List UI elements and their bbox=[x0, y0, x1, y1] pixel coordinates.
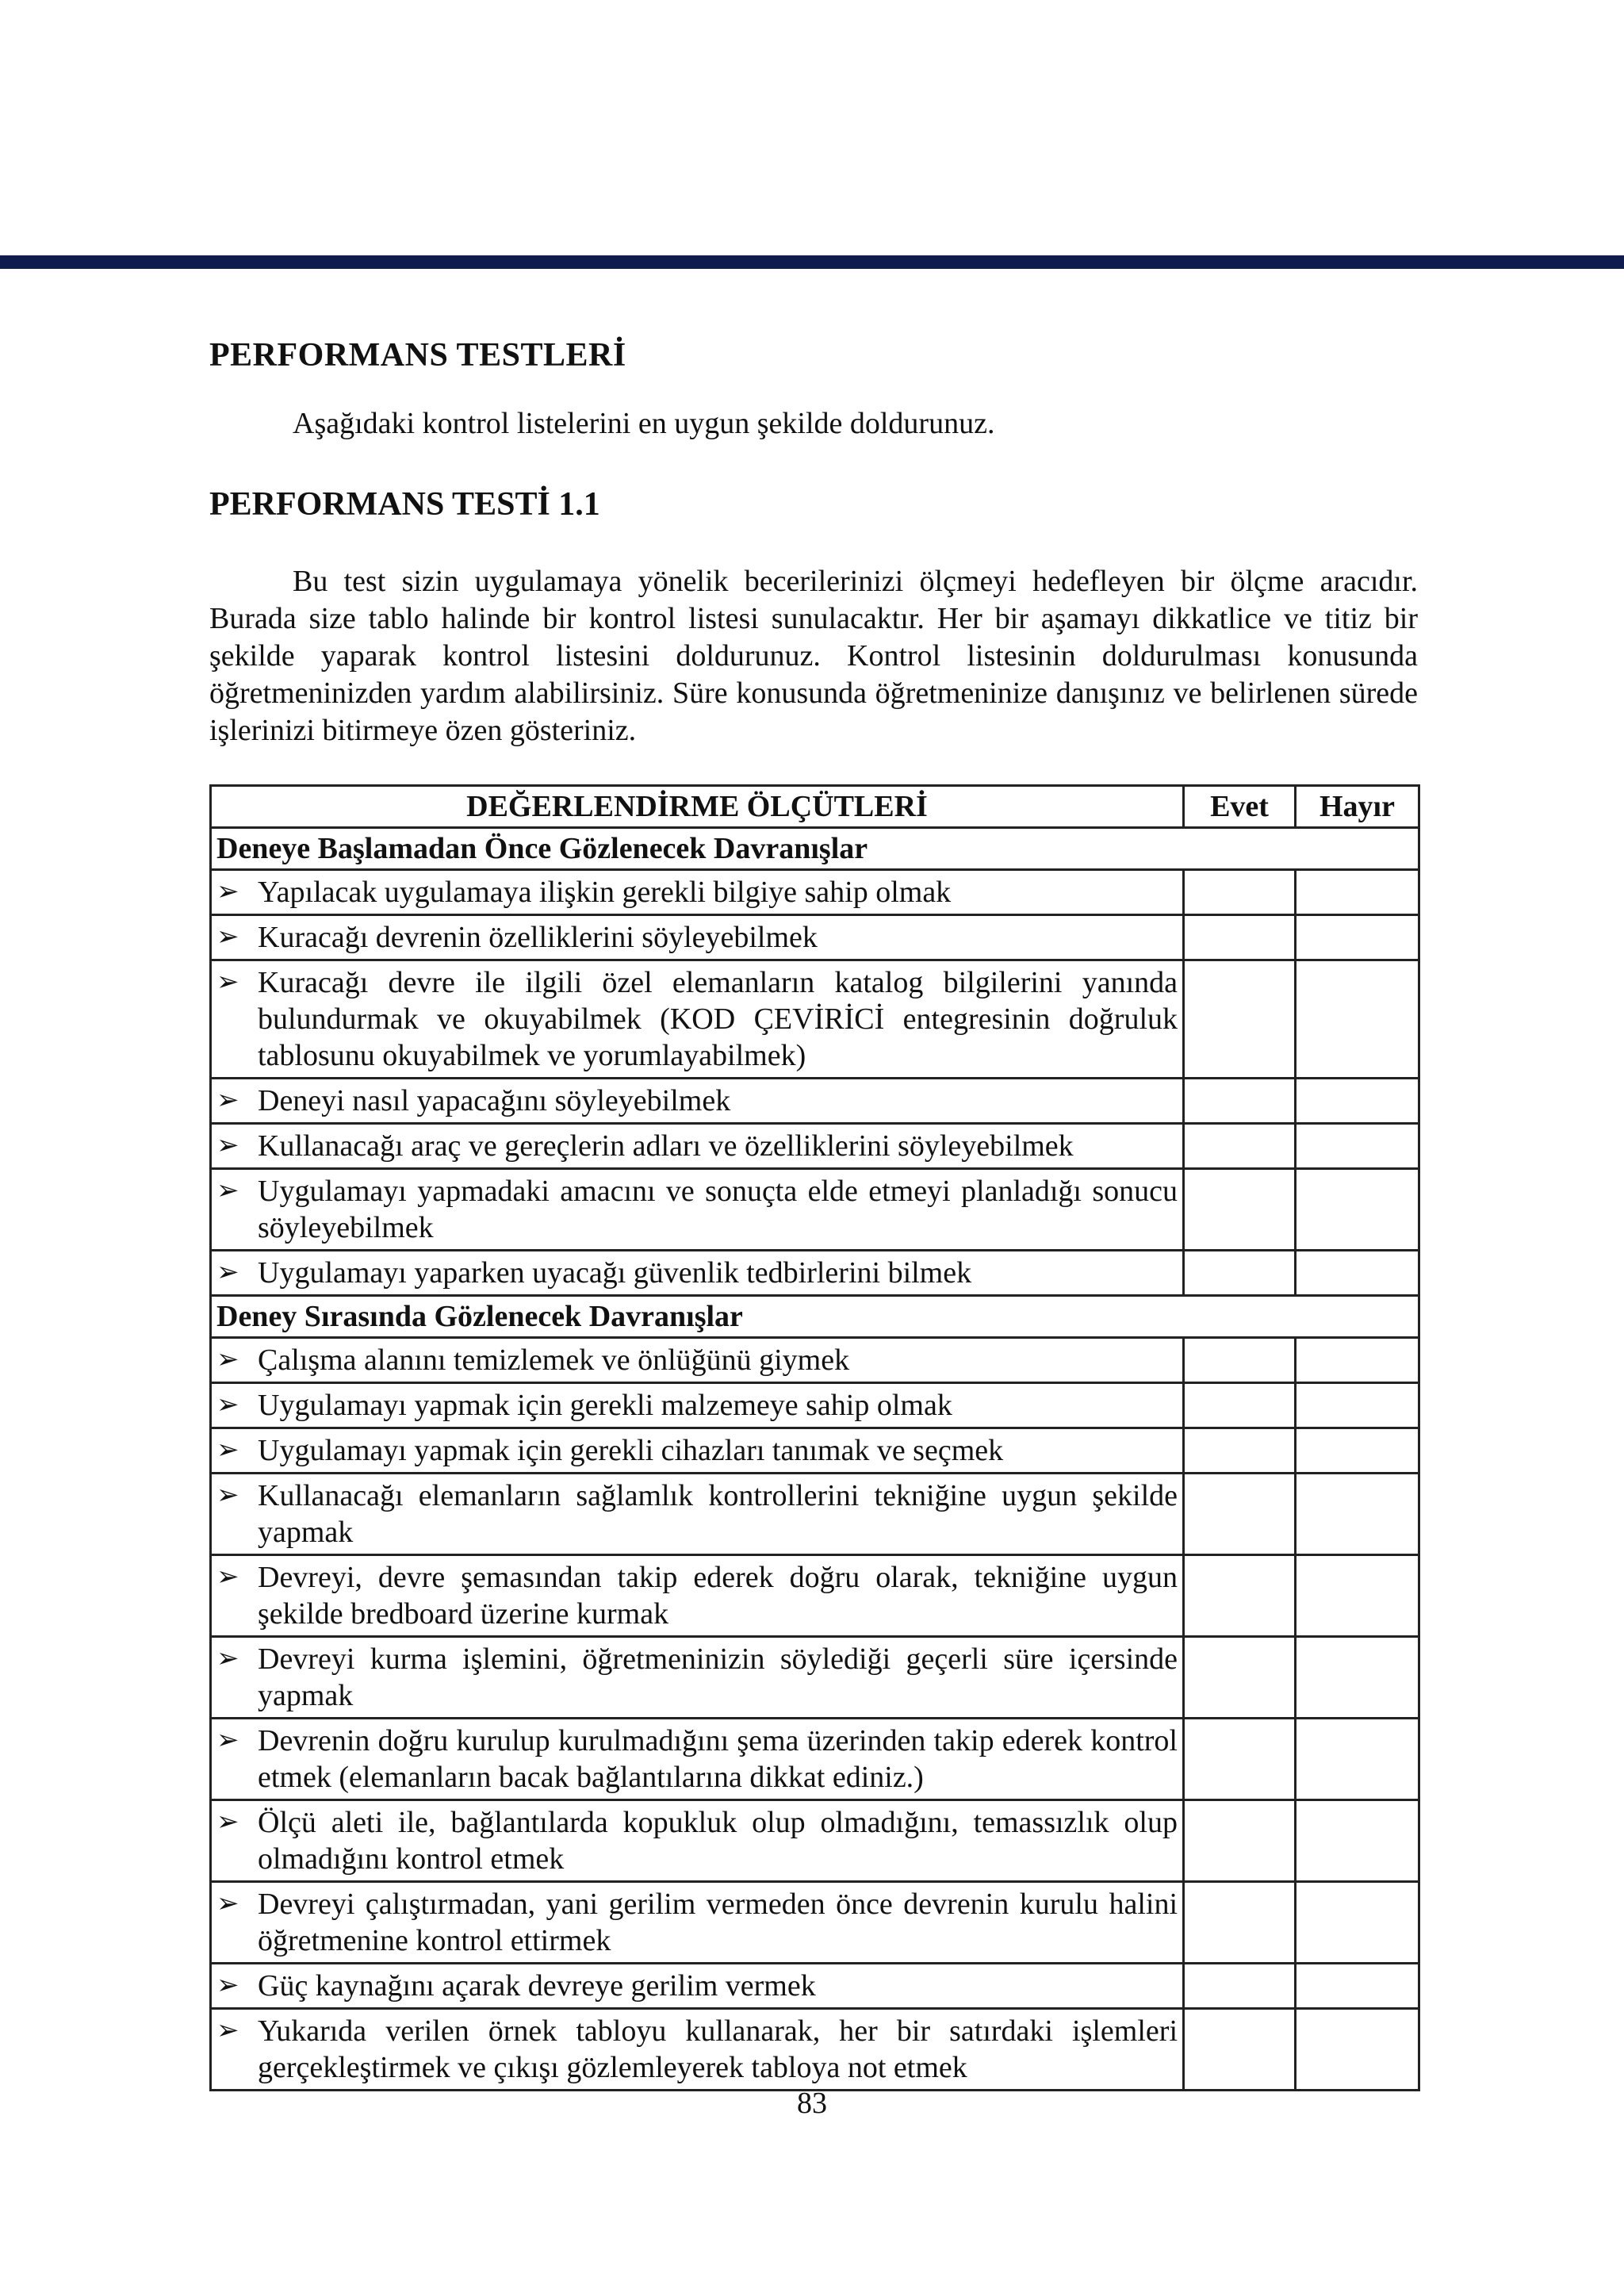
checklist-body bbox=[211, 828, 1419, 2091]
yes-checkbox-cell[interactable] bbox=[1184, 1079, 1296, 1124]
yes-checkbox-cell[interactable] bbox=[1184, 1719, 1296, 1800]
criterion-cell bbox=[211, 1383, 1184, 1428]
arrow-bullet-icon: ➢ bbox=[216, 968, 239, 997]
criterion-text: Devreyi kurma işlemini, öğretmeninizin söylediği geçerli süre içersinde yapmak bbox=[258, 1642, 1178, 1712]
criterion-cell bbox=[211, 1637, 1184, 1719]
page-number: 83 bbox=[797, 2087, 827, 2120]
no-checkbox-cell[interactable] bbox=[1296, 1637, 1419, 1719]
table-row bbox=[211, 960, 1419, 1079]
table-row bbox=[211, 1964, 1419, 2009]
table-row bbox=[211, 1251, 1419, 1296]
criterion-cell bbox=[211, 2009, 1184, 2091]
yes-checkbox-cell[interactable] bbox=[1184, 870, 1296, 915]
table-row bbox=[211, 1169, 1419, 1251]
table-row bbox=[211, 1637, 1419, 1719]
instruction-text: Aşağıdaki kontrol listelerini en uygun şekilde doldurunuz. bbox=[293, 407, 995, 440]
criterion-cell bbox=[211, 960, 1184, 1079]
yes-header: Evet bbox=[1184, 786, 1296, 828]
no-checkbox-cell[interactable] bbox=[1296, 1169, 1419, 1251]
no-checkbox-cell[interactable] bbox=[1296, 1719, 1419, 1800]
arrow-bullet-icon: ➢ bbox=[216, 1726, 239, 1755]
arrow-bullet-icon: ➢ bbox=[216, 1971, 239, 2000]
yes-checkbox-cell[interactable] bbox=[1184, 1338, 1296, 1383]
criterion-text: Uygulamayı yapmak için gerekli cihazları tanımak ve seçmek bbox=[258, 1434, 1004, 1467]
yes-checkbox-cell[interactable] bbox=[1184, 1964, 1296, 2009]
yes-checkbox-cell[interactable] bbox=[1184, 1882, 1296, 1964]
no-checkbox-cell[interactable] bbox=[1296, 1964, 1419, 2009]
no-checkbox-cell[interactable] bbox=[1296, 1251, 1419, 1296]
criterion-cell bbox=[211, 870, 1184, 915]
arrow-bullet-icon: ➢ bbox=[216, 1435, 239, 1465]
arrow-bullet-icon: ➢ bbox=[216, 1258, 239, 1287]
yes-checkbox-cell[interactable] bbox=[1184, 1251, 1296, 1296]
criterion-text: Kuracağı devre ile ilgili özel elemanların katalog bilgilerini yanında bulundurmak ve okuyabilmek (KOD ÇEVİRİCİ entegresinin doğruluk tablosunu okuyabilmek ve yorumlayabilmek) bbox=[258, 966, 1178, 1072]
criterion-cell bbox=[211, 1474, 1184, 1555]
yes-checkbox-cell[interactable] bbox=[1184, 1124, 1296, 1169]
table-header-row bbox=[211, 786, 1419, 828]
table-row bbox=[211, 1428, 1419, 1474]
criterion-text: Devrenin doğru kurulup kurulmadığını şema üzerinden takip ederek kontrol etmek (elemanların bacak bağlantılarına dikkat ediniz.) bbox=[258, 1724, 1178, 1794]
yes-checkbox-cell[interactable] bbox=[1184, 915, 1296, 960]
arrow-bullet-icon: ➢ bbox=[216, 1345, 239, 1374]
criterion-text: Uygulamayı yapmadaki amacını ve sonuçta elde etmeyi planladığı sonucu söyleyebilmek bbox=[258, 1175, 1178, 1244]
criterion-cell bbox=[211, 1251, 1184, 1296]
arrow-bullet-icon: ➢ bbox=[216, 1481, 239, 1510]
criteria-header: DEĞERLENDİRME ÖLÇÜTLERİ bbox=[211, 786, 1184, 828]
table-row bbox=[211, 1079, 1419, 1124]
arrow-bullet-icon: ➢ bbox=[216, 1562, 239, 1592]
criterion-text: Yukarıda verilen örnek tabloyu kullanarak, her bir satırdaki işlemleri gerçekleştirmek ve çıkışı gözlemleyerek tabloya not etmek bbox=[258, 2014, 1178, 2084]
arrow-bullet-icon: ➢ bbox=[216, 2016, 239, 2045]
criterion-text: Kullanacağı araç ve gereçlerin adları ve özelliklerini söyleyebilmek bbox=[258, 1129, 1074, 1163]
arrow-bullet-icon: ➢ bbox=[216, 1131, 239, 1160]
criterion-cell bbox=[211, 915, 1184, 960]
no-checkbox-cell[interactable] bbox=[1296, 1800, 1419, 1882]
criterion-text: Uygulamayı yaparken uyacağı güvenlik tedbirlerini bilmek bbox=[258, 1256, 972, 1290]
no-header: Hayır bbox=[1296, 786, 1419, 828]
arrow-bullet-icon: ➢ bbox=[216, 877, 239, 906]
group-header-row bbox=[211, 828, 1419, 870]
criterion-text: Kullanacağı elemanların sağlamlık kontrollerini tekniğine uygun şekilde yapmak bbox=[258, 1479, 1178, 1549]
table-row bbox=[211, 870, 1419, 915]
criterion-cell bbox=[211, 1338, 1184, 1383]
group-title: Deney Sırasında Gözlenecek Davranışlar bbox=[211, 1296, 1419, 1338]
criterion-cell bbox=[211, 1555, 1184, 1637]
table-row bbox=[211, 1338, 1419, 1383]
arrow-bullet-icon: ➢ bbox=[216, 1390, 239, 1420]
table-row bbox=[211, 2009, 1419, 2091]
no-checkbox-cell[interactable] bbox=[1296, 1124, 1419, 1169]
group-header-row bbox=[211, 1296, 1419, 1338]
criterion-text: Ölçü aleti ile, bağlantılarda kopukluk olup olmadığını, temassızlık olup olmadığını kontrol etmek bbox=[258, 1806, 1178, 1876]
test-title: PERFORMANS TESTİ 1.1 bbox=[209, 486, 600, 523]
criterion-cell bbox=[211, 1719, 1184, 1800]
intro-paragraph: Bu test sizin uygulamaya yönelik becerilerinizi ölçmeyi hedefleyen bir ölçme aracıdır. Burada size tablo halinde bir kontrol listesi sunulacaktır. Her bir aşamayı dikkatlice ve titiz bir şekilde yaparak kontrol listesini doldurunuz. Kontrol listesinin doldurulması konusunda öğretmeninizden yardım alabilirsiniz. Süre konusunda öğretmeninize danışınız ve belirlenen sürede işlerinizi bitirmeye özen gösteriniz. bbox=[209, 565, 1418, 747]
no-checkbox-cell[interactable] bbox=[1296, 1338, 1419, 1383]
criterion-text: Deneyi nasıl yapacağını söyleyebilmek bbox=[258, 1084, 731, 1117]
criterion-text: Devreyi çalıştırmadan, yani gerilim vermeden önce devrenin kurulu halini öğretmenine kontrol ettirmek bbox=[258, 1888, 1178, 1957]
criterion-cell bbox=[211, 1800, 1184, 1882]
table-row bbox=[211, 1474, 1419, 1555]
arrow-bullet-icon: ➢ bbox=[216, 1889, 239, 1918]
criterion-text: Yapılacak uygulamaya ilişkin gerekli bilgiye sahip olmak bbox=[258, 876, 952, 909]
criterion-text: Güç kaynağını açarak devreye gerilim vermek bbox=[258, 1969, 816, 2003]
yes-checkbox-cell[interactable] bbox=[1184, 1169, 1296, 1251]
evaluation-checklist-table bbox=[209, 784, 1420, 2091]
no-checkbox-cell[interactable] bbox=[1296, 870, 1419, 915]
table-row bbox=[211, 1383, 1419, 1428]
yes-checkbox-cell[interactable] bbox=[1184, 1637, 1296, 1719]
yes-checkbox-cell[interactable] bbox=[1184, 2009, 1296, 2091]
criterion-cell bbox=[211, 1079, 1184, 1124]
arrow-bullet-icon: ➢ bbox=[216, 922, 239, 952]
no-checkbox-cell[interactable] bbox=[1296, 915, 1419, 960]
no-checkbox-cell[interactable] bbox=[1296, 1474, 1419, 1555]
criterion-cell bbox=[211, 1169, 1184, 1251]
yes-checkbox-cell[interactable] bbox=[1184, 1383, 1296, 1428]
criterion-cell bbox=[211, 1882, 1184, 1964]
criterion-cell bbox=[211, 1124, 1184, 1169]
table-row bbox=[211, 1800, 1419, 1882]
criterion-text: Kuracağı devrenin özelliklerini söyleyebilmek bbox=[258, 921, 818, 954]
yes-checkbox-cell[interactable] bbox=[1184, 1474, 1296, 1555]
table-row bbox=[211, 1719, 1419, 1800]
arrow-bullet-icon: ➢ bbox=[216, 1176, 239, 1205]
yes-checkbox-cell[interactable] bbox=[1184, 960, 1296, 1079]
no-checkbox-cell[interactable] bbox=[1296, 2009, 1419, 2091]
arrow-bullet-icon: ➢ bbox=[216, 1644, 239, 1673]
no-checkbox-cell[interactable] bbox=[1296, 1882, 1419, 1964]
criterion-text: Çalışma alanını temizlemek ve önlüğünü giymek bbox=[258, 1343, 850, 1377]
no-checkbox-cell[interactable] bbox=[1296, 960, 1419, 1079]
group-title: Deneye Başlamadan Önce Gözlenecek Davranışlar bbox=[211, 828, 1419, 870]
arrow-bullet-icon: ➢ bbox=[216, 1086, 239, 1115]
section-title: PERFORMANS TESTLERİ bbox=[209, 337, 626, 374]
criterion-text: Uygulamayı yapmak için gerekli malzemeye sahip olmak bbox=[258, 1389, 952, 1422]
yes-checkbox-cell[interactable] bbox=[1184, 1800, 1296, 1882]
yes-checkbox-cell[interactable] bbox=[1184, 1555, 1296, 1637]
no-checkbox-cell[interactable] bbox=[1296, 1079, 1419, 1124]
header-rule bbox=[0, 255, 1624, 269]
no-checkbox-cell[interactable] bbox=[1296, 1428, 1419, 1474]
no-checkbox-cell[interactable] bbox=[1296, 1555, 1419, 1637]
table-row bbox=[211, 1555, 1419, 1637]
no-checkbox-cell[interactable] bbox=[1296, 1383, 1419, 1428]
criterion-text: Devreyi, devre şemasından takip ederek doğru olarak, tekniğine uygun şekilde bredboard üzerine kurmak bbox=[258, 1561, 1178, 1631]
table-row bbox=[211, 915, 1419, 960]
table-row bbox=[211, 1124, 1419, 1169]
criterion-cell bbox=[211, 1428, 1184, 1474]
page-content bbox=[209, 333, 1418, 2091]
yes-checkbox-cell[interactable] bbox=[1184, 1428, 1296, 1474]
criterion-cell bbox=[211, 1964, 1184, 2009]
arrow-bullet-icon: ➢ bbox=[216, 1807, 239, 1837]
table-row bbox=[211, 1882, 1419, 1964]
